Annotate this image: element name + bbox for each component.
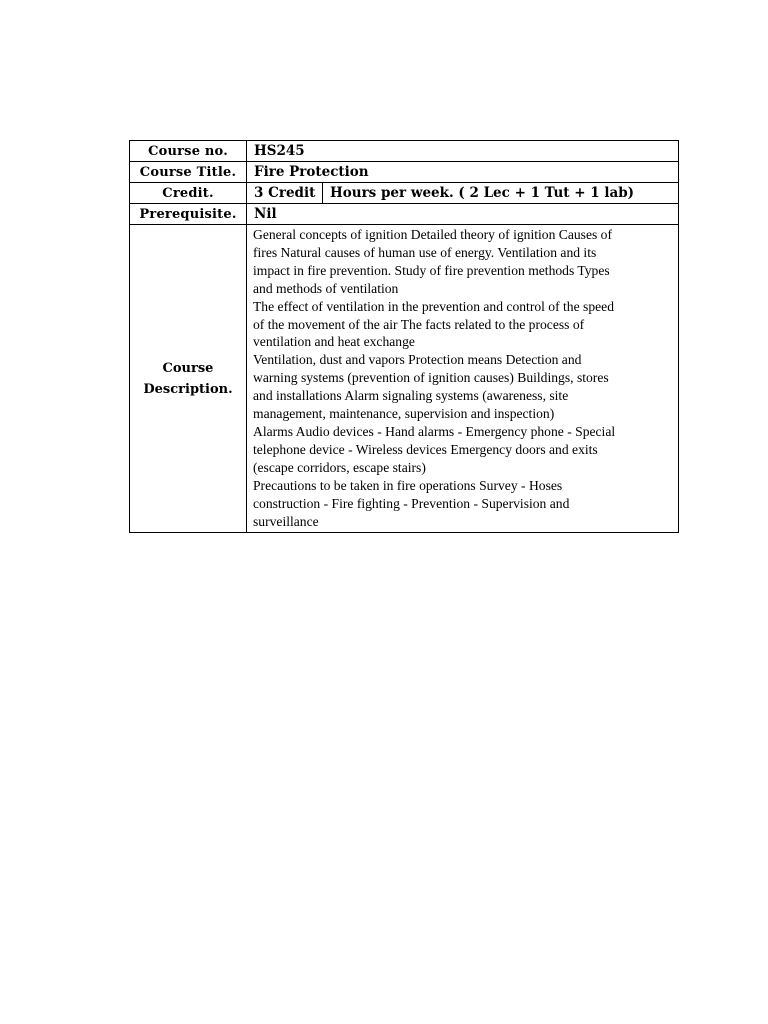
course-info-table <box>129 140 679 533</box>
description-line: surveillance <box>253 513 319 529</box>
course-title-row <box>130 162 679 183</box>
description-line: management, maintenance, supervision and inspection) <box>253 406 555 422</box>
course-description-label <box>130 225 247 533</box>
description-line: The effect of ventilation in the prevention and control of the speed <box>253 298 614 314</box>
course-number-value: HS245 <box>247 141 679 162</box>
hours-per-week-value: Hours per week. ( 2 Lec + 1 Tut + 1 lab) <box>330 185 635 201</box>
course-title-value: Fire Protection <box>247 162 679 183</box>
description-line: ventilation and heat exchange <box>253 334 415 350</box>
course-description-text <box>247 225 679 533</box>
description-line: and methods of ventilation <box>253 280 399 296</box>
credit-value: 3 Credit <box>247 183 323 203</box>
course-description-label-line1: Course <box>162 360 214 376</box>
description-line: Ventilation, dust and vapors Protection means Detection and <box>253 352 582 368</box>
prerequisite-value: Nil <box>247 204 679 225</box>
description-line: construction - Fire fighting - Prevention - Supervision and <box>253 495 570 511</box>
description-line: warning systems (prevention of ignition causes) Buildings, stores <box>253 370 609 386</box>
prerequisite-row <box>130 204 679 225</box>
credit-cell <box>247 183 679 204</box>
description-line: telephone device - Wireless devices Emergency doors and exits <box>253 441 598 457</box>
course-number-label: Course no. <box>130 141 247 162</box>
course-number-row <box>130 141 679 162</box>
description-line: impact in fire prevention. Study of fire prevention methods Types <box>253 262 610 278</box>
description-line: Precautions to be taken in fire operations Survey - Hoses <box>253 477 563 493</box>
course-description-label-line2: Description. <box>143 381 233 397</box>
course-description-row <box>130 225 679 533</box>
description-line: and installations Alarm signaling systems (awareness, site <box>253 388 569 404</box>
prerequisite-label: Prerequisite. <box>130 204 247 225</box>
description-line: General concepts of ignition Detailed theory of ignition Causes of <box>253 227 613 242</box>
credit-label: Credit. <box>130 183 247 204</box>
credit-row <box>130 183 679 204</box>
description-line: (escape corridors, escape stairs) <box>253 459 426 475</box>
description-line: of the movement of the air The facts related to the process of <box>253 316 585 332</box>
description-line: fires Natural causes of human use of energy. Ventilation and its <box>253 244 597 260</box>
course-title-label: Course Title. <box>130 162 247 183</box>
description-line: Alarms Audio devices - Hand alarms - Emergency phone - Special <box>253 423 616 439</box>
